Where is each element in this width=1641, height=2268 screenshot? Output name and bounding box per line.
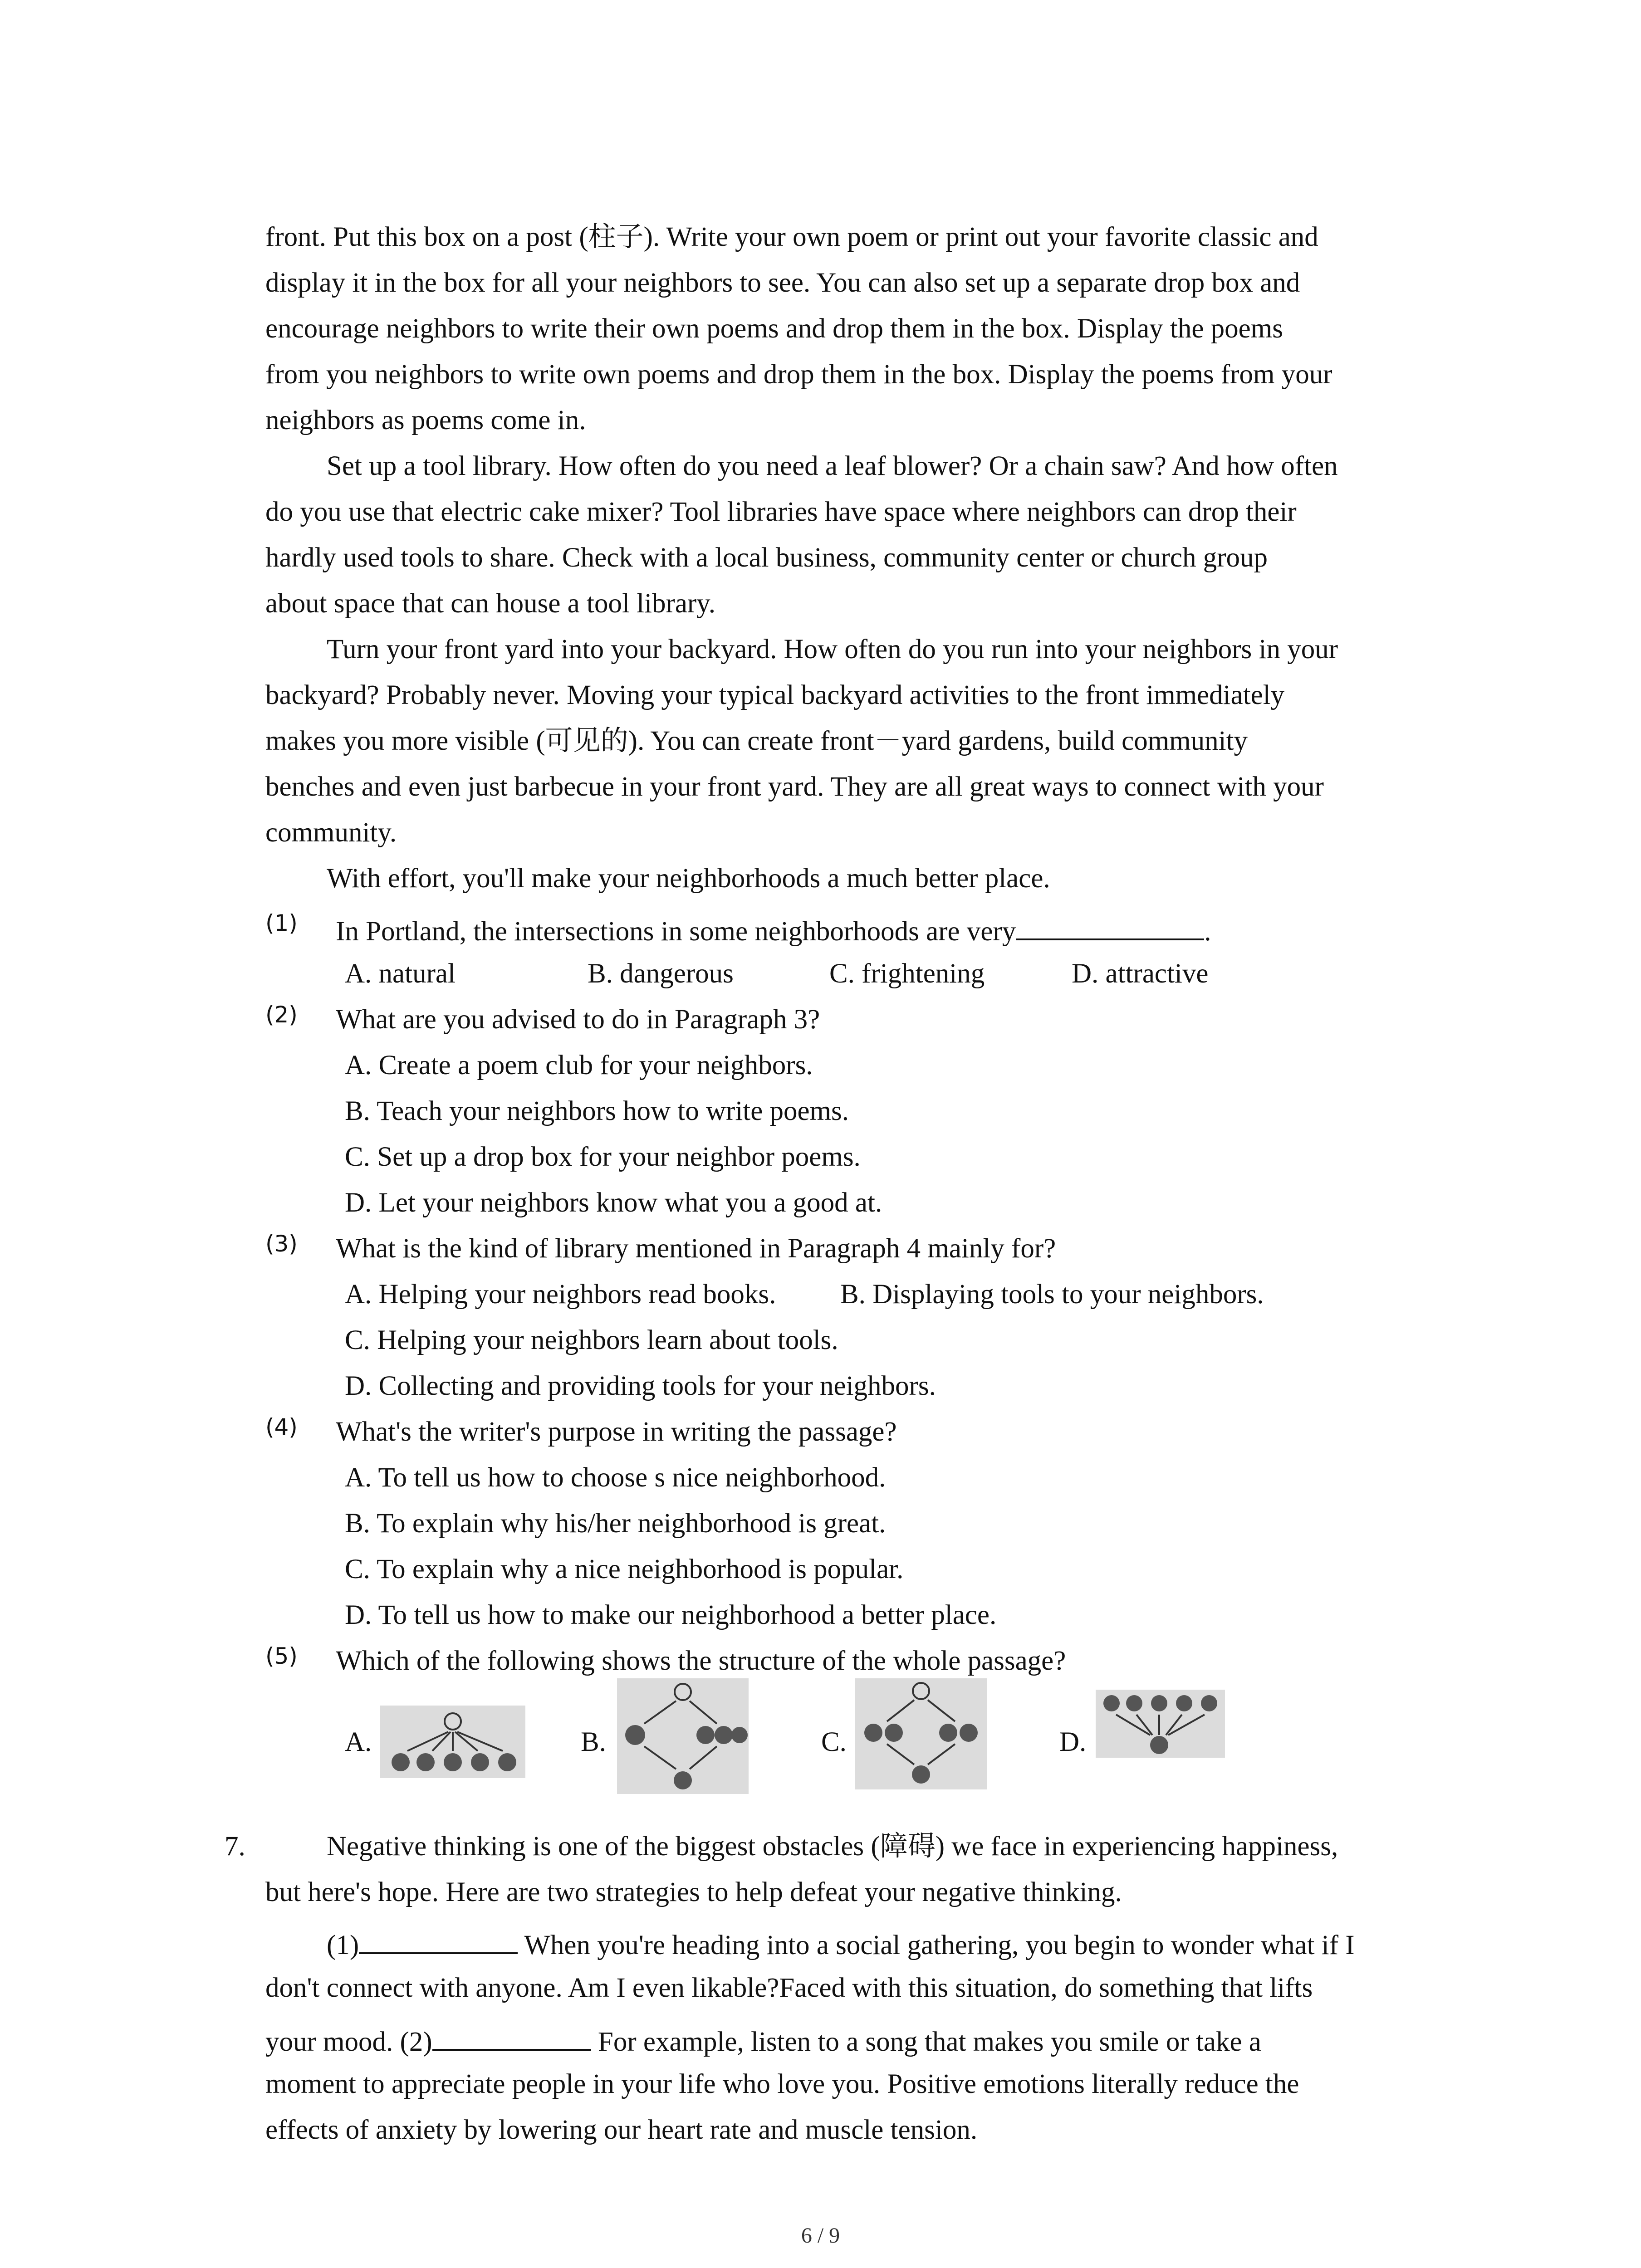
- structure-diagram-b: [617, 1678, 749, 1794]
- structure-diagram-d: [1096, 1690, 1225, 1758]
- passage-line: display it in the box for all your neighbors to see. You can also set up a separate drop box and: [265, 268, 1300, 298]
- option: D. attractive: [1072, 958, 1209, 989]
- passage-line: neighbors as poems come in.: [265, 405, 586, 435]
- passage-line: Negative thinking is one of the biggest obstacles (障碍) we face in experiencing happiness,: [327, 1831, 1338, 1862]
- option: A. Create a poem club for your neighbors.: [345, 1050, 813, 1080]
- passage-line: from you neighbors to write own poems and drop them in the box. Display the poems from your: [265, 359, 1332, 390]
- option: D. Let your neighbors know what you a good at.: [345, 1188, 882, 1218]
- question-text: What's the writer's purpose in writing the passage?: [336, 1417, 897, 1447]
- option: C. Helping your neighbors learn about tools.: [345, 1325, 838, 1355]
- option: B. To explain why his/her neighborhood is great.: [345, 1508, 886, 1539]
- option: B. dangerous: [588, 958, 734, 989]
- option-label: B.: [581, 1727, 606, 1757]
- option: D. To tell us how to make our neighborhood a better place.: [345, 1600, 997, 1630]
- passage-text: For example, listen to a song that makes you smile or take a: [591, 2027, 1261, 2057]
- passage-text: When you're heading into a social gathering, you begin to wonder what if I: [518, 1930, 1355, 1960]
- answer-blank: [432, 2024, 591, 2051]
- passage-line: With effort, you'll make your neighborhoods a much better place.: [327, 863, 1050, 894]
- passage-line: [265, 2024, 1261, 2056]
- passage-line: front. Put this box on a post (柱子). Write your own poem or print out your favorite classic and: [265, 222, 1318, 252]
- option: C. Set up a drop box for your neighbor poems.: [345, 1142, 861, 1172]
- answer-blank: [359, 1928, 518, 1954]
- passage-line: but here's hope. Here are two strategies to help defeat your negative thinking.: [265, 1877, 1122, 1907]
- option: C. To explain why a nice neighborhood is popular.: [345, 1554, 904, 1584]
- option: B. Displaying tools to your neighbors.: [840, 1279, 1264, 1310]
- passage-line: moment to appreciate people in your life who love you. Positive emotions literally reduce the: [265, 2069, 1299, 2099]
- question-stem: In Portland, the intersections in some neighborhoods are very: [336, 916, 1016, 947]
- passage-line: Turn your front yard into your backyard. How often do you run into your neighbors in your: [327, 634, 1338, 665]
- passage-line: do you use that electric cake mixer? Tool libraries have space where neighbors can drop their: [265, 497, 1297, 527]
- passage-line: hardly used tools to share. Check with a local business, community center or church group: [265, 543, 1268, 573]
- question-text: Which of the following shows the structure of the whole passage?: [336, 1646, 1066, 1676]
- option: B. Teach your neighbors how to write poems.: [345, 1096, 849, 1126]
- passage-line: community.: [265, 817, 397, 848]
- structure-diagram-a: [380, 1706, 525, 1778]
- question-number: (4): [265, 1414, 298, 1440]
- option: C. frightening: [829, 958, 985, 989]
- passage-line: about space that can house a tool library.: [265, 588, 716, 619]
- question-number: (5): [265, 1643, 298, 1669]
- option: A. To tell us how to choose s nice neighborhood.: [345, 1462, 886, 1493]
- option: A. natural: [345, 958, 456, 989]
- question-text: What are you advised to do in Paragraph 3?: [336, 1004, 820, 1035]
- passage-line: Set up a tool library. How often do you need a leaf blower? Or a chain saw? And how often: [327, 451, 1338, 481]
- structure-diagram-c: [855, 1678, 987, 1789]
- passage-line: backyard? Probably never. Moving your typical backyard activities to the front immediately: [265, 680, 1285, 710]
- passage-line: don't connect with anyone. Am I even likable?Faced with this situation, do something that lifts: [265, 1973, 1313, 2003]
- passage-line: makes you more visible (可见的). You can create front－yard gardens, build community: [265, 726, 1248, 756]
- passage-line: encourage neighbors to write their own poems and drop them in the box. Display the poems: [265, 313, 1283, 344]
- option-label: A.: [345, 1727, 372, 1757]
- page-number: 6 / 9: [801, 2224, 840, 2248]
- problem-number: 7.: [225, 1831, 245, 1862]
- passage-line: benches and even just barbecue in your front yard. They are all great ways to connect with your: [265, 772, 1324, 802]
- question-number: (3): [265, 1231, 298, 1257]
- question-number: (1): [265, 910, 298, 936]
- question-number: (2): [265, 1002, 298, 1028]
- option: D. Collecting and providing tools for your neighbors.: [345, 1371, 936, 1401]
- option-label: C.: [821, 1727, 847, 1757]
- option-label: D.: [1059, 1727, 1087, 1757]
- blank-label: (1): [327, 1930, 359, 1960]
- question-text: What is the kind of library mentioned in Paragraph 4 mainly for?: [336, 1233, 1056, 1264]
- answer-blank: [1016, 914, 1204, 940]
- question-end: .: [1204, 916, 1211, 947]
- passage-text: your mood. (2): [265, 2027, 432, 2057]
- passage-line: [327, 1928, 1355, 1959]
- question-text: [336, 914, 1211, 945]
- passage-line: effects of anxiety by lowering our heart rate and muscle tension.: [265, 2115, 978, 2145]
- option: A. Helping your neighbors read books.: [345, 1279, 776, 1310]
